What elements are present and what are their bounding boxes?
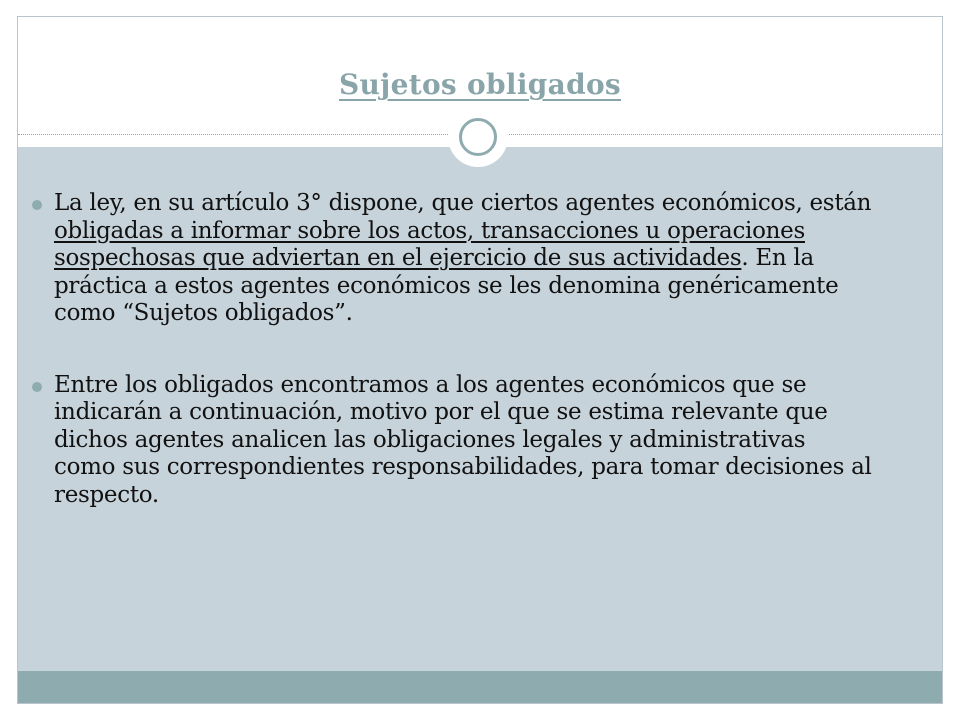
footer-bar bbox=[18, 671, 942, 704]
bullet-text: Entre los obligados encontramos a los agentes económicos que se indicarán a continuación, motivo por el que se estima relevante que dichos agentes analicen las obligaciones legales y administrativas como sus correspondientes responsabilidades, para tomar decisiones al respecto. bbox=[54, 371, 872, 508]
bullet-text-part: La ley, en su artículo 3° dispone, que ciertos agentes económicos, están bbox=[54, 190, 872, 216]
bullet-list bbox=[32, 190, 872, 553]
bullet-underlined-text: obligadas a informar sobre los actos, transacciones u operaciones sospechosas que adviertan en el ejercicio de sus actividades bbox=[54, 217, 805, 271]
bullet-item-2 bbox=[32, 372, 872, 510]
slide-title: Sujetos obligados bbox=[338, 68, 621, 101]
bullet-text-part: . En la práctica a estos agentes económicos se les denomina genéricamente como “Sujetos obligados”. bbox=[54, 245, 839, 326]
ring-ornament-icon bbox=[448, 107, 508, 167]
bullet-item-1 bbox=[32, 190, 872, 328]
